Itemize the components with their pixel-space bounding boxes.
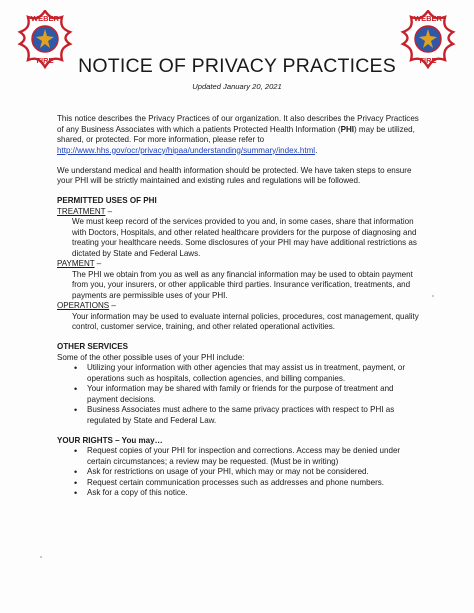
payment-label: PAYMENT xyxy=(57,259,95,268)
other-services-heading: OTHER SERVICES xyxy=(57,342,128,351)
other-services-intro: Some of the other possible uses of your PHI include: xyxy=(57,352,245,362)
notice-body xyxy=(57,114,419,499)
treatment-dash: – xyxy=(105,206,113,216)
your-rights-list xyxy=(57,446,419,499)
phi-abbrev: PHI xyxy=(340,124,354,134)
intro-paragraph xyxy=(57,114,419,156)
scan-speck xyxy=(40,556,42,558)
list-item: • Utilizing your information with other agencies that may assist us in treatment, payment, or operations such as hospitals, collection agencies, and billing companies. xyxy=(57,363,419,384)
logo-text-top: WEBER xyxy=(414,14,442,23)
page-title: NOTICE OF PRIVACY PRACTICES xyxy=(78,55,396,77)
intro-paragraph-2: We understand medical and health information should be protected. We have taken steps to ensure your PHI will be strictly maintained and existing rules and regulations will be followed. xyxy=(57,165,412,185)
scan-speck xyxy=(432,295,434,297)
updated-date: Updated January 20, 2021 xyxy=(192,82,282,91)
list-item: • Your information may be shared with family or friends for the purpose of treatment and payment decisions. xyxy=(57,384,419,405)
other-services-list xyxy=(57,363,419,426)
list-item: • Request certain communication processes such as addresses and phone numbers. xyxy=(57,478,419,489)
intro-link-end: . xyxy=(315,145,318,155)
logo-text-bottom: FIRE xyxy=(36,56,54,65)
treatment-heading xyxy=(57,207,419,218)
permitted-uses-heading: PERMITTED USES OF PHI xyxy=(57,196,157,205)
your-rights-heading: YOUR RIGHTS – You may… xyxy=(57,435,163,445)
list-item: • Ask for restrictions on usage of your PHI, which may or may not be considered. xyxy=(57,467,419,478)
treatment-label: TREATMENT xyxy=(57,206,106,216)
payment-dash: – xyxy=(94,259,102,268)
treatment-text: We must keep record of the services provided to you and, in some cases, share that information with Doctors, Hospitals, and other related healthcare providers for the purpose of diagnosing and treating your healthcare needs. Some disclosures of your PHI may have additional restrictions as dictated by State and Federal Laws. xyxy=(72,217,417,258)
intro-text-2: ) may be utilized, shared, or protected. For more information, please refer to xyxy=(57,124,415,144)
list-item: • Request copies of your PHI for inspection and corrections. Access may be denied under certain circumstances; a review may be requested. (Must be in writing) xyxy=(57,446,419,467)
operations-label: OPERATIONS xyxy=(57,301,110,310)
list-item: • Ask for a copy of this notice. xyxy=(57,488,419,499)
logo-text-bottom: FIRE xyxy=(419,56,437,65)
operations-dash: – xyxy=(109,301,116,310)
operations-heading xyxy=(57,301,419,312)
payment-heading xyxy=(57,259,419,270)
list-item: • Business Associates must adhere to the same privacy practices with respect to PHI as regulated by State and Federal Law. xyxy=(57,405,419,426)
intro-text-1: This notice describes the Privacy Practices of our organization. It also describes the Privacy Practices of any Business Associates with which a patients Protected Health Information ( xyxy=(57,114,419,134)
payment-text: The PHI we obtain from you as well as any financial information may be used to obtain payment from you, your insurers, or other applicable third parties. Insurance verification, treatments, and payments are permissible uses of your PHI. xyxy=(72,269,413,300)
hhs-summary-link[interactable]: http://www.hhs.gov/ocr/privacy/hipaa/understanding/summary/index.html xyxy=(57,145,316,155)
operations-text: Your information may be used to evaluate internal policies, procedures, cost management, quality control, customer service, training, and other related operational activities. xyxy=(72,311,419,331)
logo-text-top: WEBER xyxy=(31,14,59,23)
